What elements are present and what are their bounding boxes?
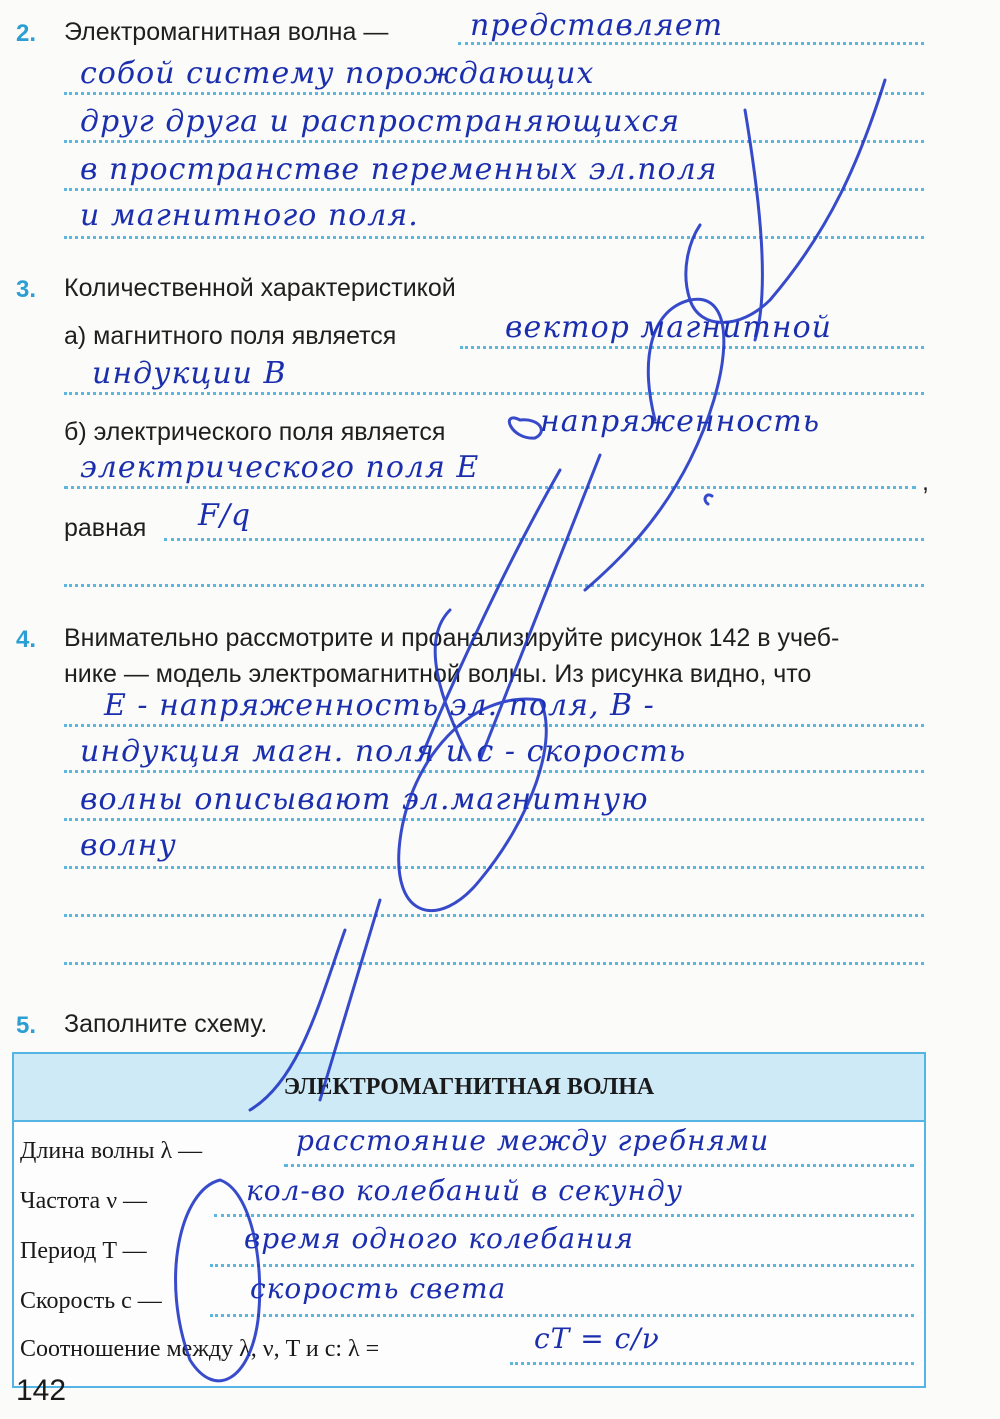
scribble-stroke bbox=[399, 699, 547, 911]
scribble-stroke bbox=[176, 1180, 260, 1381]
q3-equal-label: равная bbox=[64, 514, 147, 542]
scribble-stroke bbox=[320, 900, 380, 1100]
q3-a-label: а) магнитного поля является bbox=[64, 322, 397, 350]
q2-answer-line-1: представляет bbox=[470, 8, 724, 43]
q4-answer-line-3: волны описывают эл.магнитную bbox=[80, 782, 649, 817]
scheme-row-speed-label: Скорость c — bbox=[20, 1288, 162, 1314]
q3-b-answer-line-1: напряженность bbox=[540, 404, 821, 439]
q3-equal-answer: F/q bbox=[198, 498, 252, 533]
question-4-prompt-line-1: Внимательно рассмотрите и проанализируйте рисунок 142 в учеб- bbox=[64, 624, 840, 652]
scribble-stroke bbox=[480, 455, 600, 760]
scribble-stroke bbox=[420, 470, 560, 760]
q4-answer-line-4: волну bbox=[80, 828, 177, 863]
scheme-row-period-answer: время одного колебания bbox=[244, 1222, 635, 1255]
question-3-number: 3. bbox=[16, 276, 37, 303]
question-4-prompt-line-2: нике — модель электромагнитной волны. Из рисунка видно, что bbox=[64, 660, 812, 688]
scheme-row-wavelength-answer: расстояние между гребнями bbox=[296, 1124, 770, 1157]
comma: , bbox=[922, 468, 929, 496]
question-5-prompt: Заполните схему. bbox=[64, 1010, 268, 1038]
scheme-row-frequency-label: Частота ν — bbox=[20, 1188, 148, 1214]
page-number: 142 bbox=[16, 1374, 67, 1407]
question-2-number: 2. bbox=[16, 20, 37, 47]
scheme-row-wavelength-label: Длина волны λ — bbox=[20, 1138, 203, 1164]
q2-answer-line-3: друг друга и распространяющихся bbox=[80, 104, 681, 139]
q2-answer-line-4: в пространстве переменных эл.поля bbox=[80, 152, 718, 187]
q3-a-answer-line-2: индукции B bbox=[92, 356, 287, 391]
scheme-row-relation-label: Соотношение между λ, ν, T и c: λ = bbox=[20, 1336, 380, 1362]
scribble-stroke bbox=[585, 299, 724, 590]
q3-b-answer-line-2: электрического поля E bbox=[80, 450, 480, 485]
scheme-title: ЭЛЕКТРОМАГНИТНАЯ ВОЛНА bbox=[14, 1054, 924, 1122]
question-5-number: 5. bbox=[16, 1012, 37, 1039]
question-4-number: 4. bbox=[16, 626, 37, 653]
q3-b-label: б) электрического поля является bbox=[64, 418, 446, 446]
scribble-stroke bbox=[745, 110, 762, 340]
scribble-stroke bbox=[705, 495, 712, 504]
scheme-row-relation-answer: cT = c/ν bbox=[534, 1322, 660, 1355]
q4-answer-line-2: индукция магн. поля и c - скорость bbox=[80, 734, 687, 769]
q2-answer-line-5: и магнитного поля. bbox=[80, 198, 419, 233]
question-2-prompt: Электромагнитная волна — bbox=[64, 18, 389, 46]
q4-answer-line-1: E - напряженность эл. поля, B - bbox=[104, 688, 655, 723]
scribble-stroke bbox=[686, 80, 885, 323]
scheme-row-period-label: Период T — bbox=[20, 1238, 147, 1264]
scribble-stroke bbox=[509, 418, 541, 438]
scheme-row-speed-answer: скорость света bbox=[250, 1272, 507, 1305]
q3-a-answer-line-1: вектор магнитной bbox=[505, 310, 832, 345]
question-3-prompt: Количественной характеристикой bbox=[64, 274, 456, 302]
q2-answer-line-2: собой систему порождающих bbox=[80, 56, 595, 91]
scheme-row-frequency-answer: кол-во колебаний в секунду bbox=[246, 1174, 683, 1207]
scribble-stroke bbox=[250, 930, 345, 1110]
